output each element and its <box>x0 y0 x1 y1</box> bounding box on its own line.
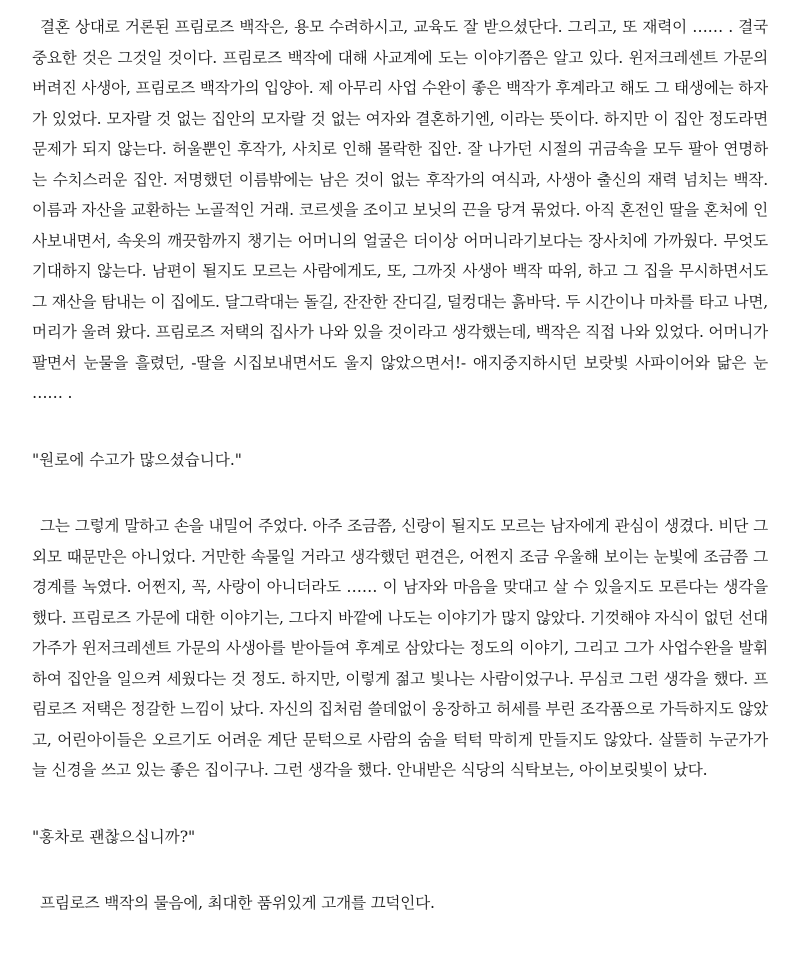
paragraph: 프림로즈 백작의 물음에, 최대한 품위있게 고개를 끄덕인다. <box>40 894 435 912</box>
paragraph: 그는 그렇게 말하고 손을 내밀어 주었다. 아주 조금쯤, 신랑이 될지도 모르는 남자에게 관심이 생겼다. 비단 그 외모 때문만은 아니었다. 거만한 속물일 거라고 생각했던 편견은, 어쩐지 조금 우울해 보이는 눈빛에 조금쯤 그 경계를 녹였다. 어쩐지, 꼭, 사랑이 아니더라도 …… 이 남자와 마음을 맞대고 살 수 있을지도 모른다는 생각을 했다. 프림로즈 가문에 대한 이야기는, 그다지 바깥에 나도는 이야기가 많지 않았다. 기껏해야 자식이 없던 선대 가주가 윈저크레센트 가문의 사생아를 받아들여 후계로 삼았다는 정도의 이야기, 그리고 그가 사업수완을 발휘하여 집안을 일으켜 세웠다는 것 정도. 하지만, 이렇게 젊고 빛나는 사람이었구나. 무심코 그런 생각을 했다. 프림로즈 저택은 정갈한 느낌이 났다. 자신의 집처럼 쓸데없이 웅장하고 허세를 부린 조각품으로 가득하지도 않았고, 어린아이들은 오르기도 어려운 계단 문턱으로 사람의 숨을 턱턱 막히게 만들지도 않았다. 살뜰히 누군가가 늘 신경을 쓰고 있는 좋은 집이구나. 그런 생각을 했다. 안내받은 식당의 식탁보는, 아이보릿빛이 났다. <box>32 517 768 779</box>
dialogue-line: "원로에 수고가 많으셨습니다." <box>32 450 242 469</box>
dialogue-line: "홍차로 괜찮으십니까?" <box>32 827 196 846</box>
paragraph: 결혼 상대로 거론된 프림로즈 백작은, 용모 수려하시고, 교육도 잘 받으셨단다. 그리고, 또 재력이 …… . 결국 중요한 것은 그것일 것이다. 프림로즈 백작에 대해 사교계에 도는 이야기쯤은 알고 있다. 윈저크레센트 가문의 버려진 사생아, 프림로즈 백작가의 입양아. 제 아무리 사업 수완이 좋은 백작가 후계라고 해도 그 태생에는 하자가 있었다. 모자랄 것 없는 집안의 모자랄 것 없는 여자와 결혼하기엔, 이라는 뜻이다. 하지만 이 집안 정도라면 문제가 되지 않는다. 허울뿐인 후작가, 사치로 인해 몰락한 집안. 잘 나가던 시절의 귀금속을 모두 팔아 연명하는 수치스러운 집안. 저명했던 이름밖에는 남은 것이 없는 후작가의 여식과, 사생아 출신의 재력 넘치는 백작. 이름과 자산을 교환하는 노골적인 거래. 코르셋을 조이고 보닛의 끈을 당겨 묶었다. 아직 혼전인 딸을 혼처에 인사보내면서, 속옷의 깨끗함까지 챙기는 어머니의 얼굴은 더이상 어머니라기보다는 장사치에 가까웠다. 무엇도 기대하지 않는다. 남편이 될지도 모르는 사람에게도, 또, 그까짓 사생아 백작 따위, 하고 그 집을 무시하면서도 그 재산을 탐내는 이 집에도. 달그락대는 돌길, 잔잔한 잔디길, 덜컹대는 흙바닥. 두 시간이나 마차를 타고 나면, 머리가 울려 왔다. 프림로즈 저택의 집사가 나와 있을 것이라고 생각했는데, 백작은 직접 나와 있었다. 어머니가 팔면서 눈물을 흘렸던, -딸을 시집보내면서도 울지 않았으면서!- 애지중지하시던 보랏빛 사파이어와 닮은 눈 …… . <box>32 18 768 402</box>
